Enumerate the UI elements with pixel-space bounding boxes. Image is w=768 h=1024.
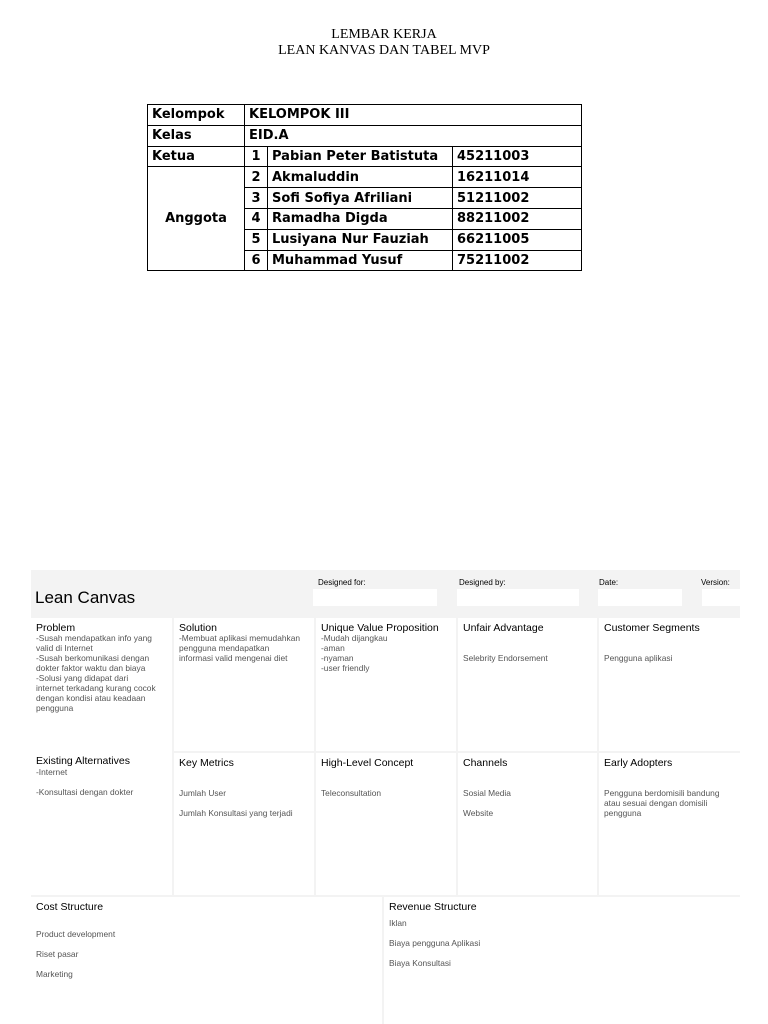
key-metrics-title: Key Metrics [179, 757, 234, 769]
member-name: Akmaluddin [268, 167, 453, 188]
problem-cell [31, 618, 172, 895]
date-field[interactable] [598, 589, 682, 606]
unfair-advantage-body: Selebrity Endorsement [463, 653, 548, 663]
member-nim: 88211002 [453, 208, 582, 229]
solution-cell [174, 618, 314, 751]
cost-structure-title: Cost Structure [36, 901, 104, 913]
early-adopters-body: Pengguna berdomisili bandung atau sesuai dengan domisili pengguna [604, 788, 720, 818]
high-level-concept-title: High-Level Concept [321, 757, 414, 769]
member-nim: 16211014 [453, 167, 582, 188]
existing-alternatives-title: Existing Alternatives [36, 755, 130, 767]
designed-by-field[interactable] [457, 589, 579, 606]
member-name: Sofi Sofiya Afriliani [268, 188, 453, 209]
member-number: 6 [245, 250, 268, 271]
kelas-label: Kelas [148, 125, 245, 146]
high-level-concept-cell [316, 753, 456, 895]
early-adopters-cell [599, 753, 740, 895]
document-subtitle: LEAN KANVAS DAN TABEL MVP [278, 43, 490, 58]
ketua-label: Ketua [148, 146, 245, 167]
member-number: 4 [245, 208, 268, 229]
version-field[interactable] [702, 589, 740, 606]
solution-title: Solution [179, 622, 217, 634]
kelompok-value: KELOMPOK III [245, 105, 582, 126]
member-name: Ramadha Digda [268, 208, 453, 229]
members-table [147, 104, 582, 271]
member-nim: 45211003 [453, 146, 582, 167]
member-number: 2 [245, 167, 268, 188]
member-number: 3 [245, 188, 268, 209]
member-number: 1 [245, 146, 268, 167]
cost-structure-cell [31, 897, 382, 1024]
member-nim: 51211002 [453, 188, 582, 209]
revenue-structure-cell [384, 897, 740, 1024]
solution-body: -Membuat aplikasi memudahkan pengguna mendapatkan informasi valid mengenai diet [179, 633, 301, 663]
key-metrics-cell [174, 753, 314, 895]
date-label: Date: [599, 578, 619, 587]
table-row [148, 146, 582, 167]
customer-segments-body: Pengguna aplikasi [604, 653, 673, 663]
member-number: 5 [245, 229, 268, 250]
anggota-label: Anggota [148, 167, 245, 271]
problem-title: Problem [36, 622, 76, 634]
member-name: Lusiyana Nur Fauziah [268, 229, 453, 250]
lean-canvas-title: Lean Canvas [35, 588, 136, 607]
customer-segments-cell [599, 618, 740, 751]
member-nim: 66211005 [453, 229, 582, 250]
table-row [148, 125, 582, 146]
table-row [148, 167, 582, 188]
customer-segments-title: Customer Segments [604, 622, 700, 634]
kelas-value: EID.A [245, 125, 582, 146]
kelompok-label: Kelompok [148, 105, 245, 126]
document-title: LEMBAR KERJA [331, 27, 437, 42]
channels-title: Channels [463, 757, 508, 769]
designed-by-label: Designed by: [459, 578, 506, 587]
cost-structure-body: Product development Riset pasar Marketing [36, 929, 116, 979]
member-name: Muhammad Yusuf [268, 250, 453, 271]
table-row [148, 105, 582, 126]
key-metrics-body: Jumlah User Jumlah Konsultasi yang terjadi [179, 788, 293, 818]
revenue-structure-body: Iklan Biaya pengguna Aplikasi Biaya Konsultasi [389, 918, 481, 968]
problem-body: -Susah mendapatkan info yang valid di Internet -Susah berkomunikasi dengan dokter faktor waktu dan biaya -Solusi yang didapat dari internet terkadang kurang cocok dengan kondisi atau keadaan pengguna [36, 633, 156, 713]
revenue-structure-title: Revenue Structure [389, 901, 477, 913]
high-level-concept-body: Teleconsultation [321, 788, 382, 798]
designed-for-field[interactable] [313, 589, 437, 606]
existing-alternatives-body: -Internet -Konsultasi dengan dokter [36, 767, 134, 797]
version-label: Version: [701, 578, 730, 587]
member-name: Pabian Peter Batistuta [268, 146, 453, 167]
early-adopters-title: Early Adopters [604, 757, 673, 769]
member-nim: 75211002 [453, 250, 582, 271]
lean-canvas [31, 570, 740, 1024]
channels-body: Sosial Media Website [463, 788, 511, 818]
channels-cell [458, 753, 597, 895]
uvp-title: Unique Value Proposition [321, 622, 439, 634]
uvp-cell [316, 618, 456, 751]
uvp-body: -Mudah dijangkau -aman -nyaman -user friendly [321, 633, 388, 673]
designed-for-label: Designed for: [318, 578, 366, 587]
unfair-advantage-title: Unfair Advantage [463, 622, 544, 634]
unfair-advantage-cell [458, 618, 597, 751]
